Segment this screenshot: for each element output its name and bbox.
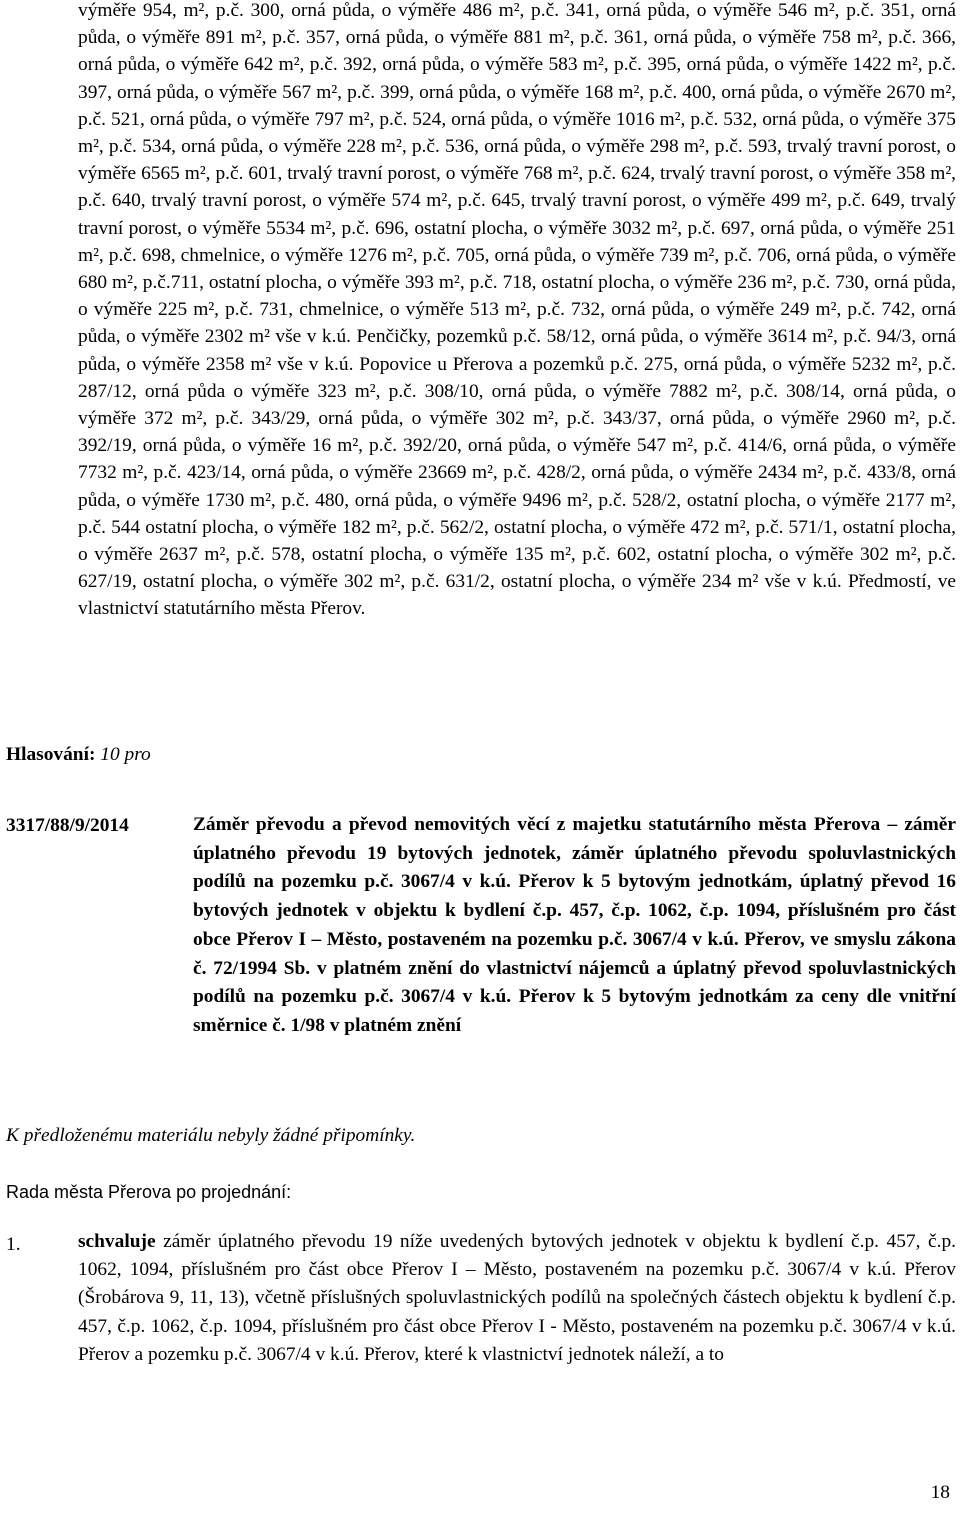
resolution-number: 3317/88/9/2014 bbox=[6, 815, 129, 836]
item-verb: schvaluje bbox=[78, 1231, 156, 1252]
voting-value: 10 pro bbox=[100, 744, 151, 765]
comments-note: K předloženému materiálu nebyly žádné připomínky. bbox=[6, 1125, 416, 1146]
council-heading: Rada města Přerova po projednání: bbox=[6, 1182, 292, 1202]
voting-label: Hlasování: bbox=[6, 744, 96, 765]
item-paragraph bbox=[78, 1228, 956, 1369]
item-text: záměr úplatného převodu 19 níže uvedených bytových jednotek v objektu k bydlení č.p. 457, č.p. 1062, 1094, příslušném pro část obce Přerov I – Město, postaveném na pozemku p.č. 3067/4 v k.ú. Přerov (Šrobárova 9, 11, 13), včetně příslušných spoluvlastnických podílů na společných částech objektu k bydlení č.p. 457, č.p. 1062, č.p. 1094, příslušném pro část obce Přerov I - Město, postaveném na pozemku p.č. 3067/4 v k.ú. Přerov a pozemku p.č. 3067/4 v k.ú. Přerov, které k vlastnictví jednotek náleží, a to bbox=[78, 1231, 956, 1365]
land-parcels-paragraph: výměře 954, m², p.č. 300, orná půda, o výměře 486 m², p.č. 341, orná půda, o výměře 546 m², p.č. 351, orná půda, o výměře 891 m², p.č. 357, orná půda, o výměře 881 m², p.č. 361, orná půda, o výměře 758 m², p.č. 366, orná půda, o výměře 642 m², p.č. 392, orná půda, o výměře 583 m², p.č. 395, orná půda, o výměře 1422 m², p.č. 397, orná půda, o výměře 567 m², p.č. 399, orná půda, o výměře 168 m², p.č. 400, orná půda, o výměře 2670 m², p.č. 521, orná půda, o výměře 797 m², p.č. 524, orná půda, o výměře 1016 m², p.č. 532, orná půda, o výměře 375 m², p.č. 534, orná půda, o výměře 228 m², p.č. 536, orná půda, o výměře 298 m², p.č. 593, trvalý travní porost, o výměře 6565 m², p.č. 601, trvalý travní porost, o výměře 768 m², p.č. 624, trvalý travní porost, o výměře 358 m², p.č. 640, trvalý travní porost, o výměře 574 m², p.č. 645, trvalý travní porost, o výměře 499 m², p.č. 649, trvalý travní porost, o výměře 5534 m², p.č. 696, ostatní plocha, o výměře 3032 m², p.č. 697, orná půda, o výměře 251 m², p.č. 698, chmelnice, o výměře 1276 m², p.č. 705, orná půda, o výměře 739 m², p.č. 706, orná půda, o výměře 680 m², p.č.711, ostatní plocha, o výměře 393 m², p.č. 718, ostatní plocha, o výměře 236 m², p.č. 730, orná půda, o výměře 225 m², p.č. 731, chmelnice, o výměře 513 m², p.č. 732, orná půda, o výměře 249 m², p.č. 742, orná půda, o výměře 2302 m² vše v k.ú. Penčičky, pozemků p.č. 58/12, orná půda, o výměře 3614 m², p.č. 94/3, orná půda, o výměře 2358 m² vše v k.ú. Popovice u Přerova a pozemků p.č. 275, orná půda, o výměře 5232 m², p.č. 287/12, orná půda o výměře 323 m², p.č. 308/10, orná půda, o výměře 7882 m², p.č. 308/14, orná půda, o výměře 372 m², p.č. 343/29, orná půda, o výměře 302 m², p.č. 343/37, orná půda, o výměře 2960 m², p.č. 392/19, orná půda, o výměře 16 m², p.č. 392/20, orná půda, o výměře 547 m², p.č. 414/6, orná půda, o výměře 7732 m², p.č. 423/14, orná půda, o výměře 23669 m², p.č. 428/2, orná půda, o výměře 2434 m², p.č. 433/8, orná půda, o výměře 1730 m², p.č. 480, orná půda, o výměře 9496 m², p.č. 528/2, ostatní plocha, o výměře 2177 m², p.č. 544 ostatní plocha, o výměře 182 m², p.č. 562/2, ostatní plocha, o výměře 472 m², p.č. 571/1, ostatní plocha, o výměře 2637 m², p.č. 578, ostatní plocha, o výměře 135 m², p.č. 602, ostatní plocha, o výměře 302 m², p.č. 627/19, ostatní plocha, o výměře 302 m², p.č. 631/2, ostatní plocha, o výměře 234 m² vše v k.ú. Předmostí, ve vlastnictví statutárního města Přerov. bbox=[78, 0, 956, 620]
page-number: 18 bbox=[930, 1482, 950, 1503]
item-number: 1. bbox=[6, 1234, 21, 1255]
voting-result bbox=[6, 744, 151, 766]
resolution-title: Záměr převodu a převod nemovitých věcí z majetku statutárního města Přerova – záměr úplatného převodu 19 bytových jednotek, záměr úplatného převodu spoluvlastnických podílů na pozemku p.č. 3067/4 v k.ú. Přerov k 5 bytovým jednotkám, úplatný převod 16 bytových jednotek v objektu k bydlení č.p. 457, č.p. 1062, č.p. 1094, příslušném pro část obce Přerov I – Město, postaveném na pozemku p.č. 3067/4 v k.ú. Přerov, ve smyslu zákona č. 72/1994 Sb. v platném znění do vlastnictví nájemců a úplatný převod spoluvlastnických podílů na pozemku p.č. 3067/4 v k.ú. Přerov k 5 bytovým jednotkám za ceny dle vnitřní směrnice č. 1/98 v platném znění bbox=[193, 814, 956, 1036]
